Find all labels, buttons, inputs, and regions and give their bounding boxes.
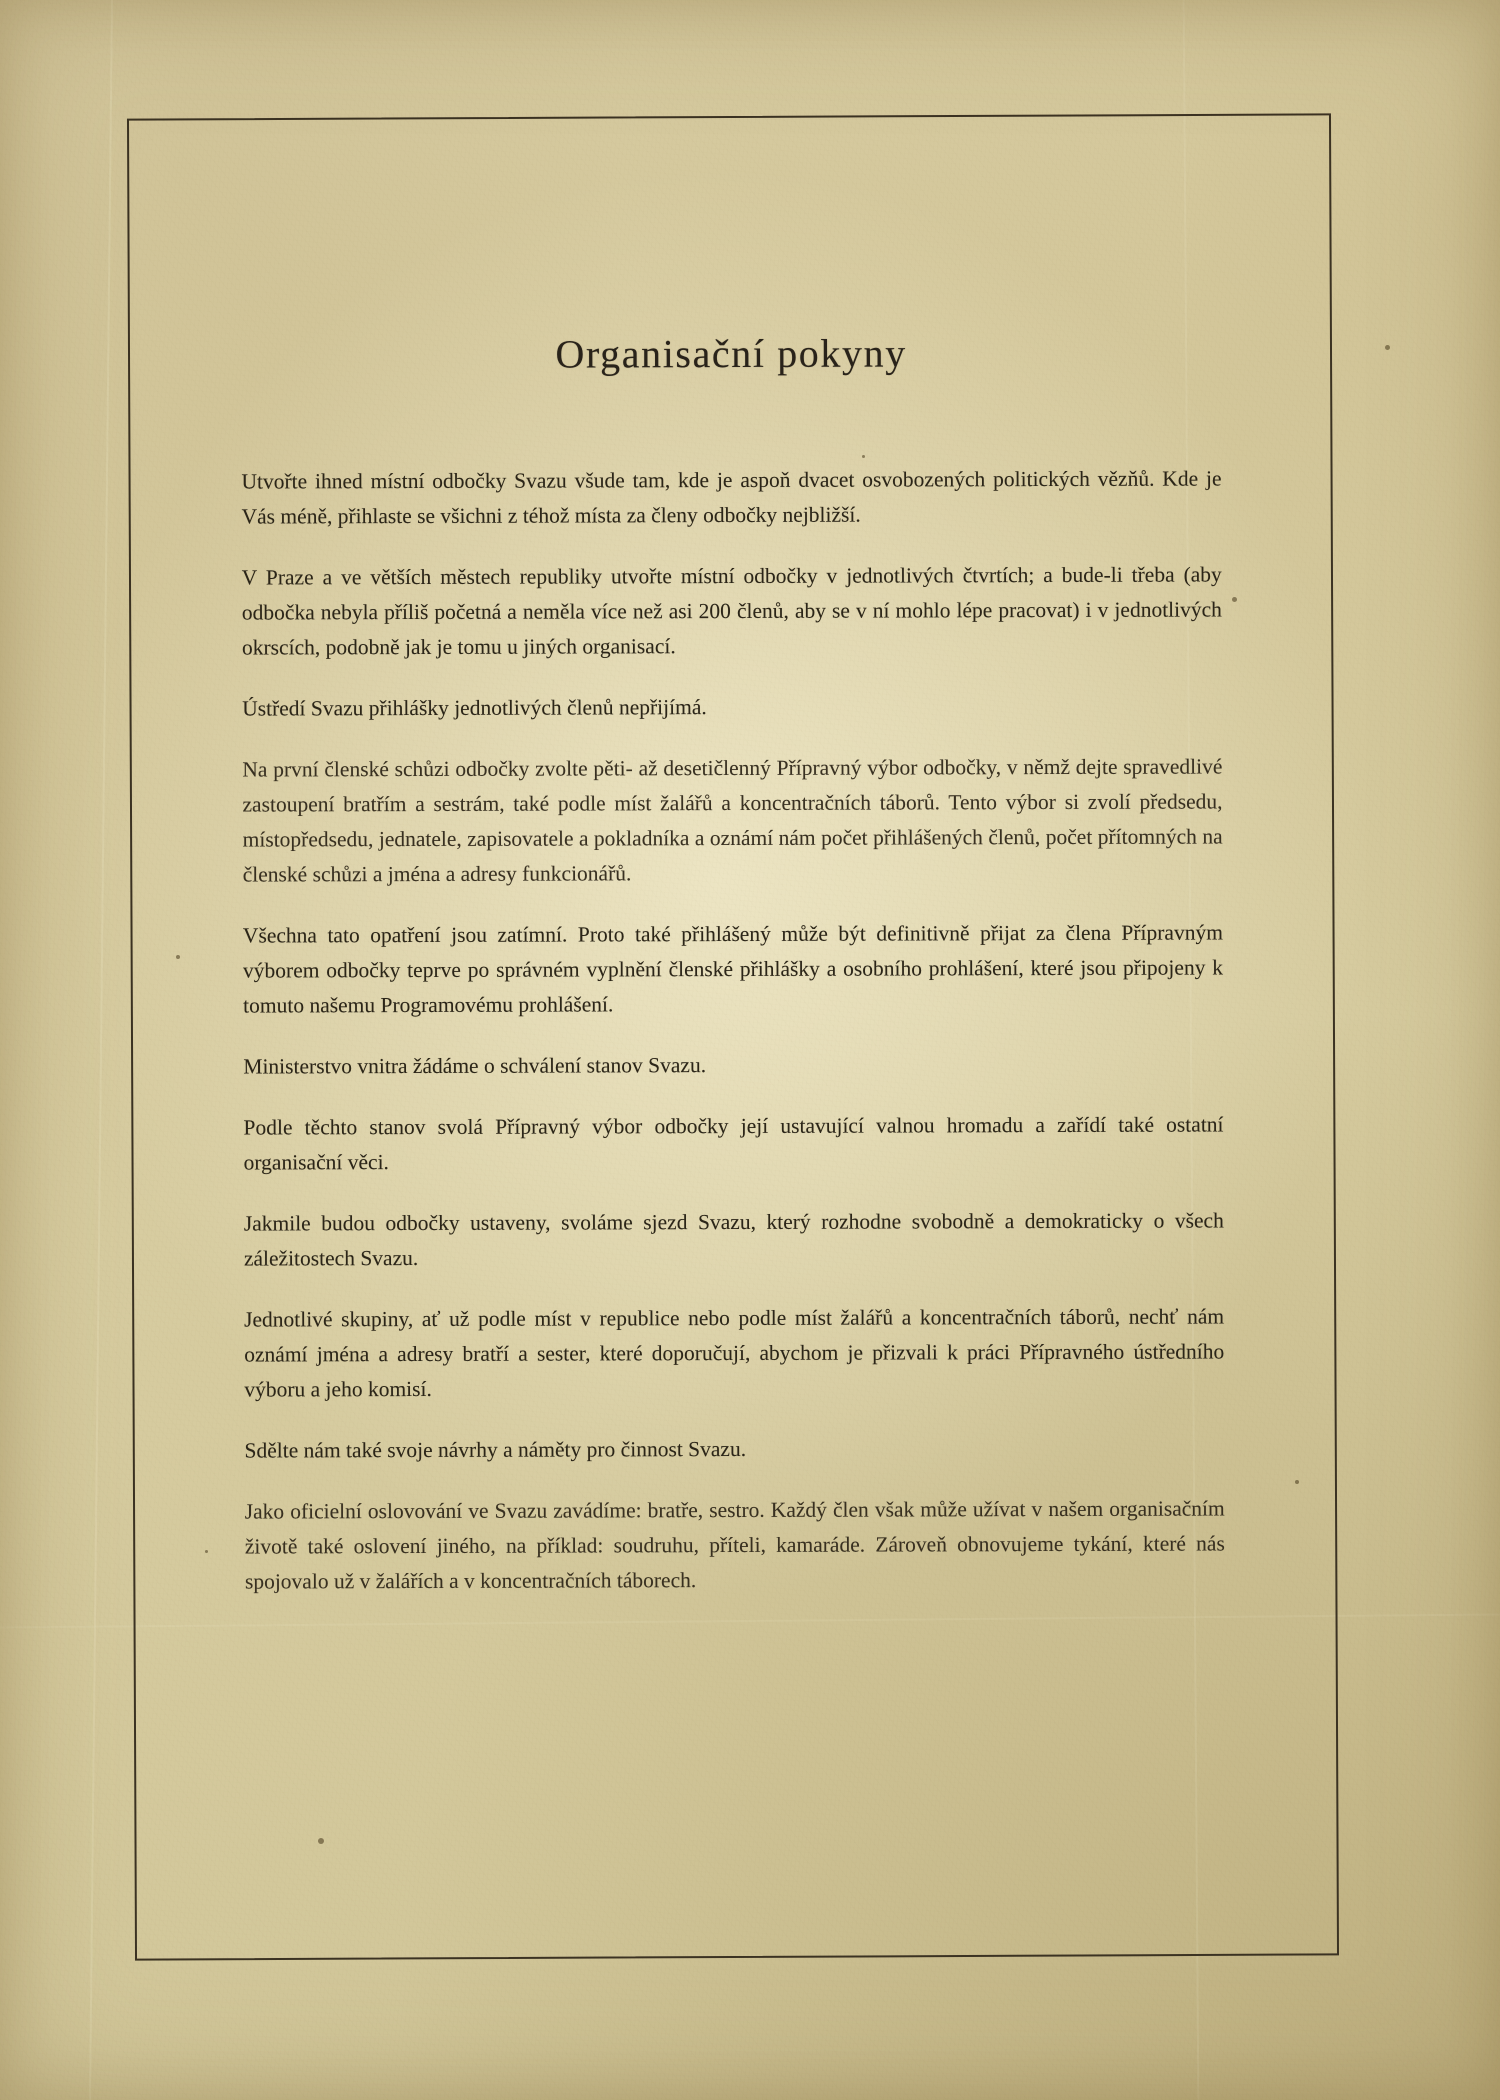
paragraph: Utvořte ihned místní odbočky Svazu všude tam, kde je aspoň dvacet osvobozených politických vězňů. Kde je Vás méně, přihlaste se všichni z téhož místa za členy odbočky nejbližší. — [241, 466, 1222, 529]
paragraph: Ministerstvo vnitra žádáme o schválení stanov Svazu. — [243, 1053, 707, 1079]
document-text-block — [241, 328, 1225, 1599]
page-title: Organisační pokyny — [555, 330, 907, 377]
paragraph: Jakmile budou odbočky ustaveny, svoláme sjezd Svazu, který rozhodne svobodně a demokraticky o všech záležitostech Svazu. — [243, 1208, 1224, 1271]
paragraph: Ústředí Svazu přihlášky jednotlivých členů nepřijímá. — [242, 695, 707, 721]
paragraph: Jako oficielní oslovování ve Svazu zavádíme: bratře, sestro. Každý člen však může užívat v našem organisačním životě také oslovení jiného, na příklad: soudruhu, příteli, kamaráde. Zároveň obnovujeme tykání, které nás spojovalo už v žalářích a v koncentračních táborech. — [244, 1496, 1225, 1594]
paragraph: Na první členské schůzi odbočky zvolte pěti- až desetičlenný Přípravný výbor odbočky, v němž dejte spravedlivé zastoupení bratřím a sestrám, také podle míst žalářů a koncentračních táborů. Tento výbor si zvolí předsedu, místopředsedu, jednatele, zapisovatele a pokladníka a oznámí nám počet přihlášených členů, počet přítomných na členské schůzi a jména a adresy funkcionářů. — [242, 754, 1223, 887]
paragraph: Jednotlivé skupiny, ať už podle míst v republice nebo podle míst žalářů a koncentračních táborů, nechť nám oznámí jména a adresy bratří a sester, které doporučují, abychom je přizvali k práci Přípravného ústředního výboru a jeho komisí. — [244, 1304, 1225, 1402]
paper-speck — [1385, 345, 1390, 350]
paragraph: V Praze a ve větších městech republiky utvořte místní odbočky v jednotlivých čtvrtích; a bude-li třeba (aby odbočka nebyla příliš početná a neměla více než asi 200 členů, aby se v ní mohlo lépe pracovat) i v jednotlivých okrscích, podobně jak je tomu u jiných organisací. — [241, 562, 1222, 660]
paragraph: Všechna tato opatření jsou zatímní. Proto také přihlášený může být definitivně přijat za člena Přípravným výborem odbočky teprve po správném vyplnění členské přihlášky a osobního prohlášení, které jsou připojeny k tomuto našemu Programovému prohlášení. — [242, 920, 1224, 1018]
paper-crease — [89, 0, 113, 2100]
paragraph: Sdělte nám také svoje návrhy a náměty pro činnost Svazu. — [244, 1436, 747, 1463]
paragraph: Podle těchto stanov svolá Přípravný výbor odbočky její ustavující valnou hromadu a zařídí také ostatní organisační věci. — [243, 1112, 1224, 1175]
